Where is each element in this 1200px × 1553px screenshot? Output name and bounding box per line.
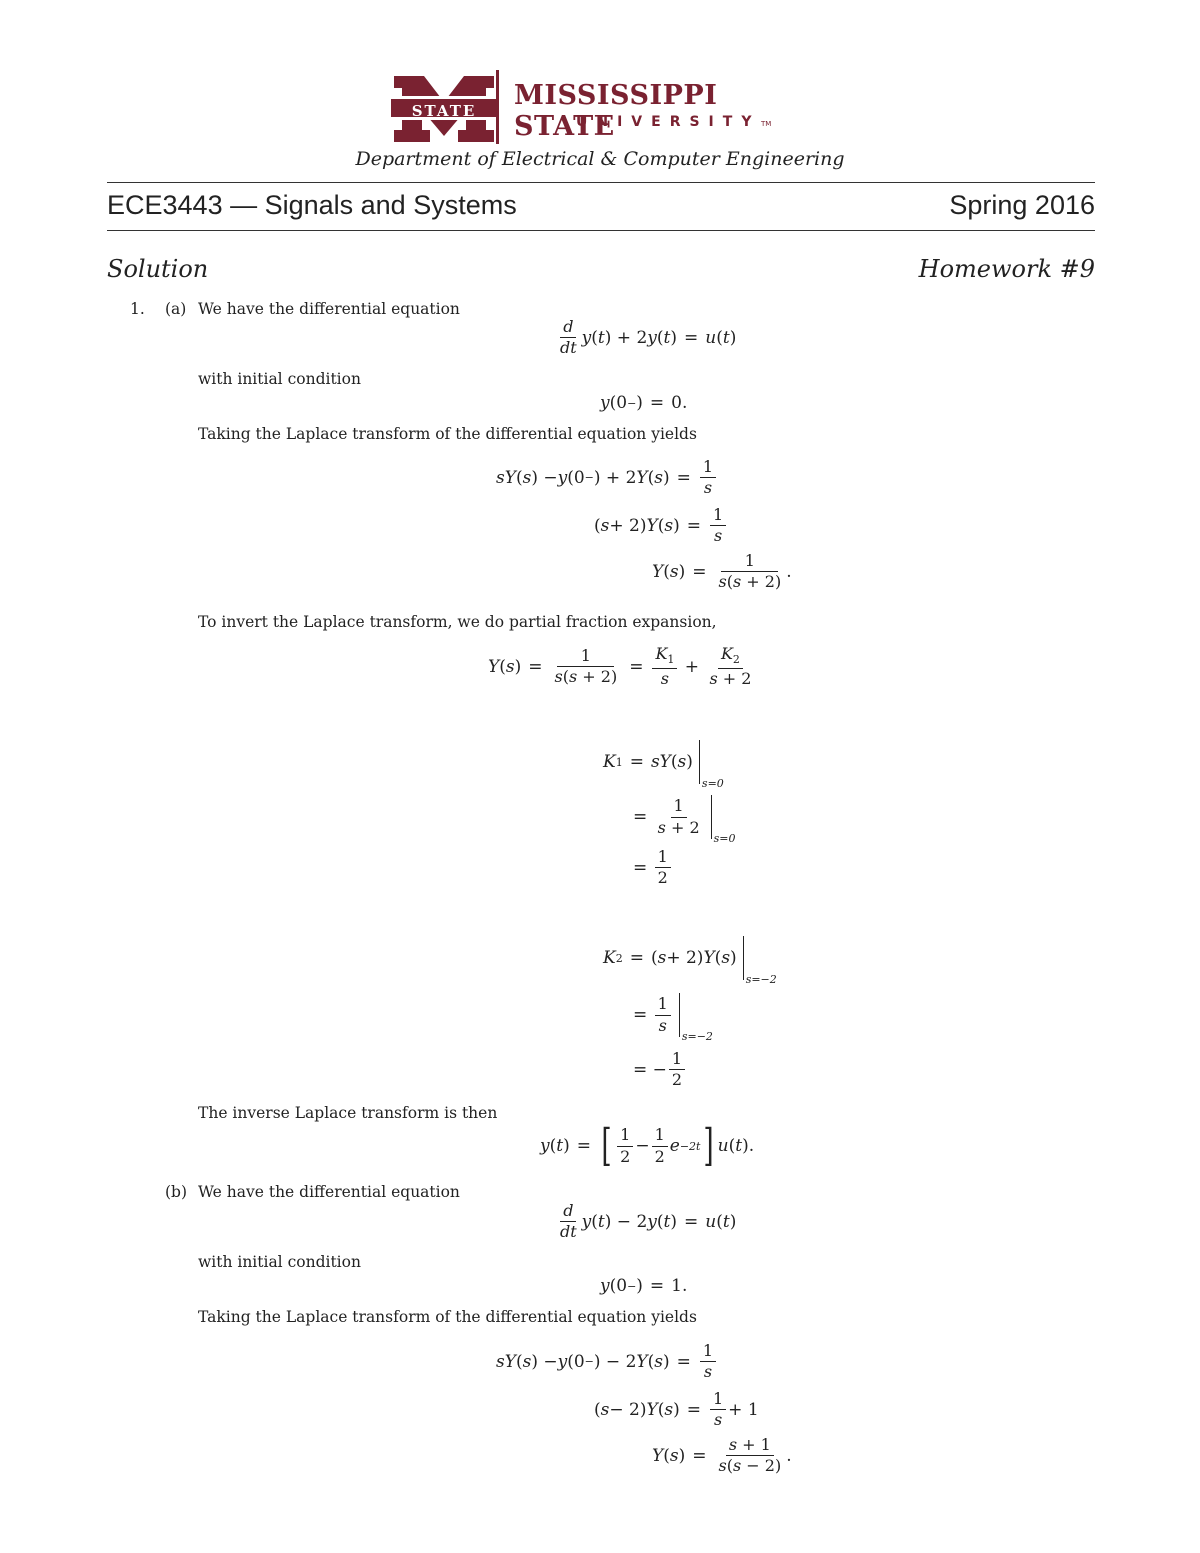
- part-b-laplace-text: Taking the Laplace transform of the differential equation yields: [198, 1308, 697, 1326]
- part-b-intro: We have the differential equation: [198, 1183, 460, 1201]
- course-title: ECE3443 — Signals and Systems: [107, 190, 517, 220]
- part-a-laplace-text: Taking the Laplace transform of the differential equation yields: [198, 425, 697, 443]
- part-a-init-text: with initial condition: [198, 370, 361, 388]
- equation-b-laplace-2: ( s − 2) Y ( s ) = $\frac{1}{s}$ + 1: [594, 1389, 759, 1430]
- equation-a-result: y ( t ) = [ $\frac{1}{2}$ − $\frac{1}{2}$ e −2t ] u ( t ).: [540, 1120, 755, 1171]
- equation-a-laplace-3: Y ( s ) = $\frac{1}{s(s + 2)}$ .: [652, 551, 792, 592]
- university-logo: [388, 70, 818, 145]
- part-a-invert-text: To invert the Laplace transform, we do partial fraction expansion,: [198, 613, 717, 631]
- part-b-init-text: with initial condition: [198, 1253, 361, 1271]
- department-name: Department of Electrical & Computer Engineering: [355, 148, 845, 170]
- term: Spring 2016: [949, 190, 1095, 220]
- part-a-inverse-text: The inverse Laplace transform is then: [198, 1104, 498, 1122]
- solution-label: Solution: [107, 255, 209, 283]
- equation-k2-line3: = − $\frac{1}{2}$: [633, 1050, 687, 1090]
- equation-a-partial: Y ( s ) = $\frac{1}{s(s + 2)}$ = $\frac{K_1}{s}$ + $\frac{K_2}{s + 2}$: [488, 644, 752, 688]
- top-rule: [107, 182, 1095, 183]
- equation-a-init: y (0 − ) = 0.: [600, 393, 688, 413]
- equation-a-ode: $\frac{d}{dt}$ y ( t ) + 2 y ( t ) = u ( t ): [560, 317, 737, 358]
- homework-label: Homework #9: [918, 255, 1095, 283]
- equation-a-laplace-2: ( s + 2) Y ( s ) = $\frac{1}{s}$: [594, 506, 728, 546]
- equation-k2-line1: K 2 = ( s + 2) Y ( s ) s=−2: [603, 936, 744, 980]
- logo-tm: TM: [761, 120, 772, 128]
- problem-number: 1.: [130, 300, 145, 318]
- equation-b-laplace-1: sY ( s ) − y (0 − ) − 2 Y ( s ) = $\frac{1}{s}$: [496, 1342, 718, 1382]
- logo-divider: [496, 70, 499, 144]
- equation-b-ode: $\frac{d}{dt}$ y ( t ) − 2 y ( t ) = u ( t ): [560, 1201, 737, 1242]
- equation-a-laplace-1: sY ( s ) − y (0 − ) + 2 Y ( s ) = $\frac{1}{s}$: [496, 458, 718, 498]
- part-a-label: (a): [165, 300, 187, 318]
- equation-k1-line2: = $\frac{1}{s + 2}$ s=0: [633, 796, 736, 845]
- equation-k1-line1: K 1 = sY ( s ) s=0: [603, 740, 700, 784]
- part-b-label: (b): [165, 1183, 188, 1201]
- logo-university-name: MISSISSIPPI STATE: [514, 80, 718, 142]
- equation-k2-line2: = $\frac{1}{s}$ s=−2: [633, 994, 713, 1043]
- equation-k1-line3: = $\frac{1}{2}$: [633, 848, 673, 888]
- logo-university-word: UNIVERSITY: [576, 114, 761, 130]
- part-a-intro: We have the differential equation: [198, 300, 460, 318]
- bottom-rule: [107, 230, 1095, 231]
- equation-b-init: y (0 − ) = 1.: [600, 1276, 688, 1296]
- logo-state-text: STATE: [411, 102, 477, 120]
- equation-b-laplace-3: Y ( s ) = $\frac{s + 1}{s(s - 2)}$ .: [652, 1435, 792, 1476]
